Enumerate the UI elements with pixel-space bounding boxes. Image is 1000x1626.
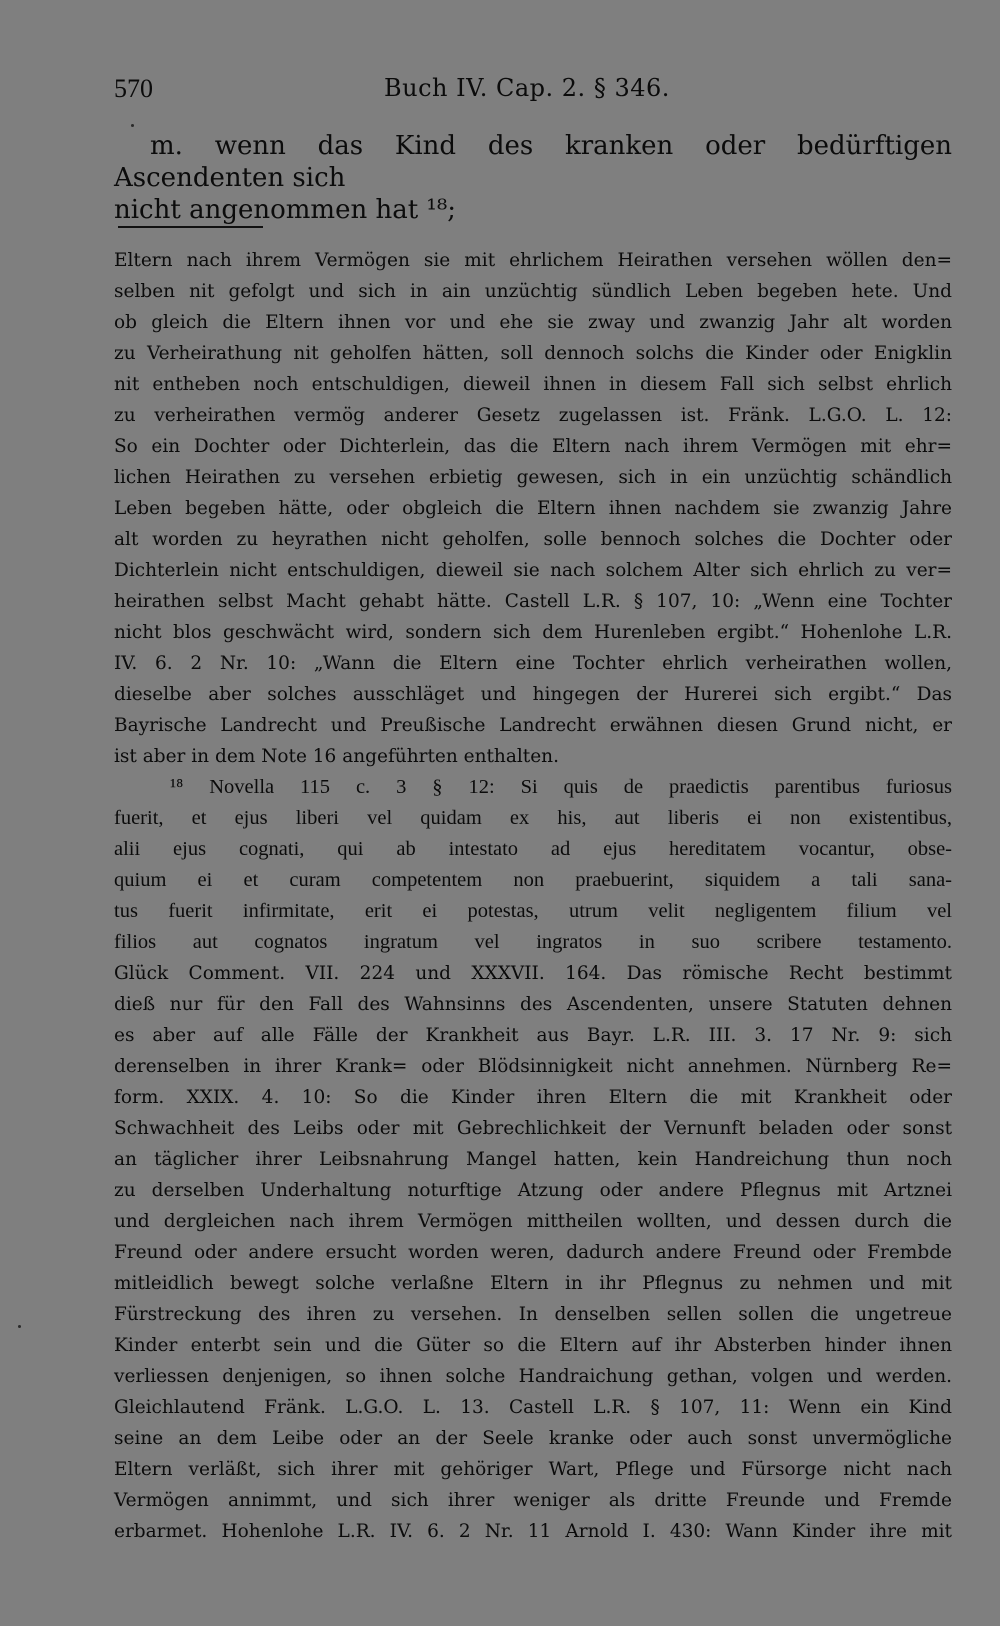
footnote-line: dieselbe aber solches ausschläget und hingegen der Hurerei sich ergibt.“ Das [114,684,952,705]
footnote-line: Glück Comment. VII. 224 und XXXVII. 164. Das römische Recht bestimmt [114,963,952,984]
footnote-line: erbarmet. Hohenlohe L.R. IV. 6. 2 Nr. 11 Arnold I. 430: Wann Kinder ihre mit [114,1521,952,1542]
footnote-line: form. XXIX. 4. 10: So die Kinder ihren Eltern die mit Krankheit oder [114,1087,952,1108]
footnote-18-line: quium ei et curam competentem non praebuerint, siquidem a tali sana- [114,869,952,891]
footnote-18-line: tus fuerit infirmitate, erit ei potestas, utrum velit negligentem filium vel [114,900,952,922]
paper-speck [131,124,134,127]
footnote-line: Bayrische Landrecht und Preußische Landrecht erwähnen diesen Grund nicht, er [114,715,952,736]
footnote-line: mitleidlich bewegt solche verlaßne Eltern in ihr Pflegnus zu nehmen und mit [114,1273,952,1294]
footnote-line: Leben begeben hätte, oder obgleich die Eltern ihnen nachdem sie zwanzig Jahre [114,498,952,519]
footnote-line: Vermögen annimmt, und sich ihrer weniger als dritte Freunde und Fremde [114,1490,952,1511]
footnote-line: seine an dem Leibe oder an der Seele kranke oder auch sonst unvermögliche [114,1428,952,1449]
footnote-line: Eltern nach ihrem Vermögen sie mit ehrlichem Heirathen versehen wöllen den= [114,250,952,271]
footnote-line: an täglicher ihrer Leibsnahrung Mangel hatten, kein Handreichung thun noch [114,1149,952,1170]
footnote-line: verliessen denjenigen, so ihnen solche Handraichung gethan, volgen und werden. [114,1366,952,1387]
running-title: Buch IV. Cap. 2. § 346. [384,74,670,102]
footnote-line: Schwachheit des Leibs oder mit Gebrechlichkeit der Vernunft beladen oder sonst [114,1118,952,1139]
page-number: 570 [114,74,153,103]
footnote-line: dieß nur für den Fall des Wahnsinns des Ascendenten, unsere Statuten dehnen [114,994,952,1015]
footnote-18-line: fuerit, et ejus liberi vel quidam ex his, aut liberis ei non existentibus, [114,807,952,829]
footnote-line: Fürstreckung des ihren zu versehen. In denselben sellen sollen die ungetreue [114,1304,952,1325]
page-header [114,70,954,110]
footnote-line: heirathen selbst Macht gehabt hätte. Castell L.R. § 107, 10: „Wenn eine Tochter [114,591,952,612]
footnote-line: Dichterlein nicht entschuldigen, dieweil sie nach solchem Alter sich ehrlich zu ver= [114,560,952,581]
footnote-line: alt worden zu heyrathen nicht geholfen, solle bennoch solches die Dochter oder [114,529,952,550]
footnote-line: nit entheben noch entschuldigen, dieweil ihnen in diesem Fall sich selbst ehrlich [114,374,952,395]
footnote-line: derenselben in ihrer Krank= oder Blödsinnigkeit nicht annehmen. Nürnberg Re= [114,1056,952,1077]
footnote-line: Kinder enterbt sein und die Güter so die Eltern auf ihr Absterben hinder ihnen [114,1335,952,1356]
footnote-18-line: ¹⁸ Novella 115 c. 3 § 12: Si quis de praedictis parentibus furiosus [170,776,952,798]
footnote-line: IV. 6. 2 Nr. 10: „Wann die Eltern eine Tochter ehrlich verheirathen wollen, [114,653,952,674]
footnote-line: zu Verheirathung nit geholfen hätten, soll dennoch solchs die Kinder oder Enigklin [114,343,952,364]
footnote-line: es aber auf alle Fälle der Krankheit aus Bayr. L.R. III. 3. 17 Nr. 9: sich [114,1025,952,1046]
footnote-line: Gleichlautend Fränk. L.G.O. L. 13. Castell L.R. § 107, 11: Wenn ein Kind [114,1397,952,1418]
footnote-line: zu derselben Underhaltung noturftige Atzung oder andere Pflegnus mit Artznei [114,1180,952,1201]
main-text-line: m. wenn das Kind des kranken oder bedürftigen Ascendenten sich [114,131,952,193]
footnote-line: und dergleichen nach ihrem Vermögen mittheilen wollten, und dessen durch die [114,1211,952,1232]
footnote-18-line: filios aut cognatos ingratum vel ingratos in suo scribere testamento. [114,931,952,953]
footnote-line: ist aber in dem Note 16 angeführten enthalten. [114,746,559,767]
footnote-line: Freund oder andere ersucht worden weren, dadurch andere Freund oder Frembde [114,1242,952,1263]
main-paragraph [114,130,952,226]
footnote-line: So ein Dochter oder Dichterlein, das die Eltern nach ihrem Vermögen mit ehr= [114,436,952,457]
footnote-line: selben nit gefolgt und sich in ain unzüchtig sündlich Leben begeben hete. Und [114,281,952,302]
footnote-line: Eltern verläßt, sich ihrer mit gehöriger Wart, Pflege und Fürsorge nicht nach [114,1459,952,1480]
footnote-line: lichen Heirathen zu versehen erbietig gewesen, sich in ein unzüchtig schändlich [114,467,952,488]
footnote-line: ob gleich die Eltern ihnen vor und ehe sie zway und zwanzig Jahr alt worden [114,312,952,333]
footnote-18-line: alii ejus cognati, qui ab intestato ad ejus hereditatem vocantur, obse- [114,838,952,860]
footnote-separator [118,226,263,228]
main-text-line: nicht angenommen hat ¹⁸; [114,195,457,225]
footnotes [114,245,952,1547]
footnote-line: nicht blos geschwächt wird, sondern sich dem Hurenleben ergibt.“ Hohenlohe L.R. [114,622,952,643]
paper-speck [18,1325,21,1328]
footnote-line: zu verheirathen vermög anderer Gesetz zugelassen ist. Fränk. L.G.O. L. 12: [114,405,952,426]
